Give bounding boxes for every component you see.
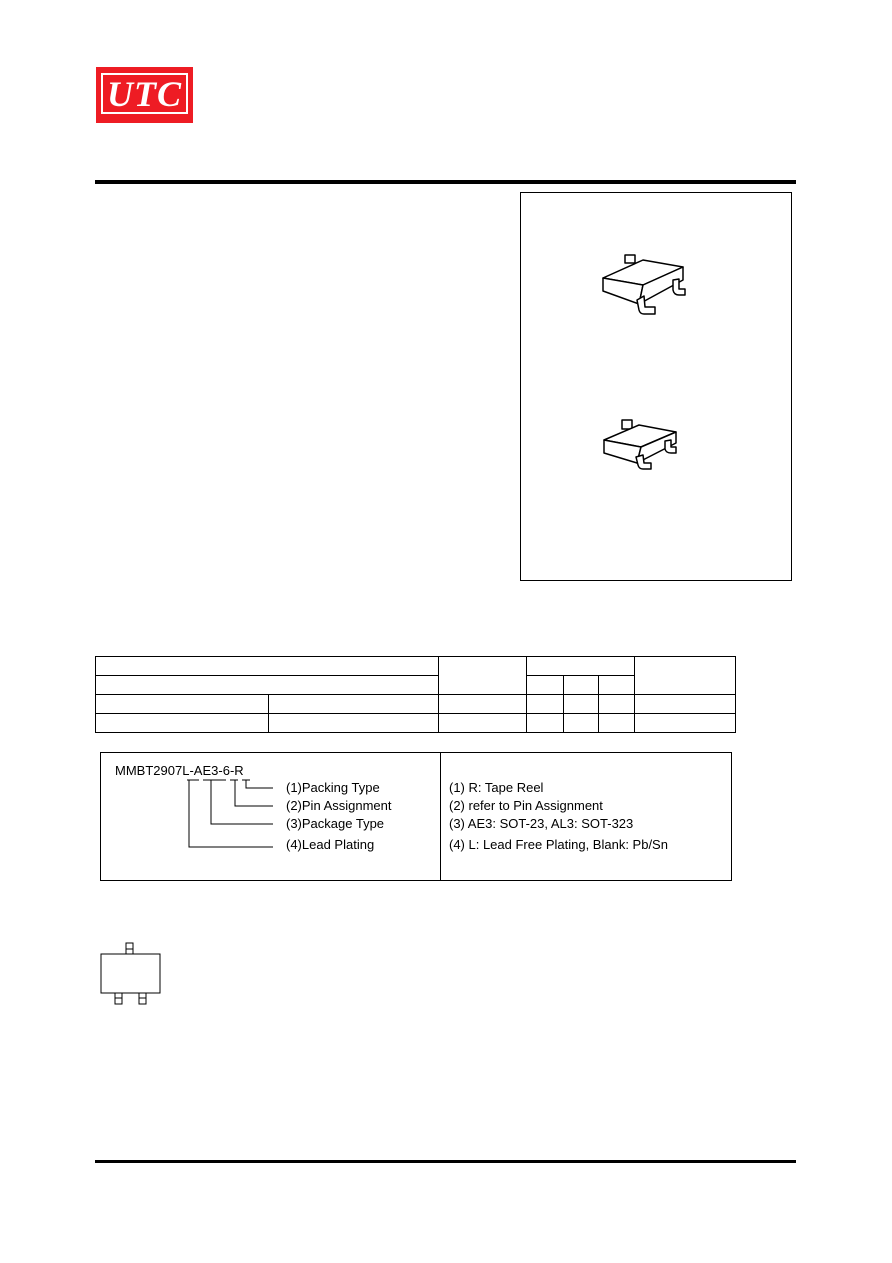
table-cell <box>96 657 439 676</box>
label-packing-type: (1)Packing Type <box>286 780 380 795</box>
part-sep: - <box>189 763 194 778</box>
part-package: AE3 <box>193 763 219 778</box>
leader-lines <box>101 753 301 863</box>
ordering-divider <box>440 753 441 880</box>
logo-text: UTC <box>101 73 188 114</box>
part-lead: L <box>182 763 190 778</box>
part-pin: 6 <box>222 763 230 778</box>
table-row <box>96 714 736 733</box>
table-cell <box>439 657 527 695</box>
package-box <box>520 192 792 581</box>
label-pin-assignment: (2)Pin Assignment <box>286 798 392 813</box>
legend-item: (1) R: Tape Reel <box>449 780 544 795</box>
pin-configuration-icon <box>95 938 167 1008</box>
legend-item: (2) refer to Pin Assignment <box>449 798 603 813</box>
label-lead-plating: (4)Lead Plating <box>286 837 375 852</box>
part-sep: - <box>229 763 235 778</box>
table-cell <box>635 657 736 695</box>
sot323-package-icon <box>601 413 681 473</box>
table-cell <box>527 657 635 676</box>
utc-logo <box>96 67 193 123</box>
part-packing: R <box>234 763 244 778</box>
table-cell <box>96 676 439 695</box>
label-package-type: (3)Package Type <box>286 816 385 831</box>
sot23-package-icon <box>599 248 691 320</box>
ordering-info-box <box>100 752 732 881</box>
part-sep: - <box>218 763 223 778</box>
header-rule <box>95 180 796 184</box>
legend-item: (4) L: Lead Free Plating, Blank: Pb/Sn <box>449 837 668 852</box>
spec-table <box>95 656 736 733</box>
footer-rule <box>95 1160 796 1163</box>
legend-item: (3) AE3: SOT-23, AL3: SOT-323 <box>449 816 634 831</box>
table-cell <box>527 676 564 695</box>
part-prefix: MMBT2907 <box>115 763 183 778</box>
table-cell <box>564 676 599 695</box>
table-row <box>96 695 736 714</box>
table-cell <box>599 676 635 695</box>
